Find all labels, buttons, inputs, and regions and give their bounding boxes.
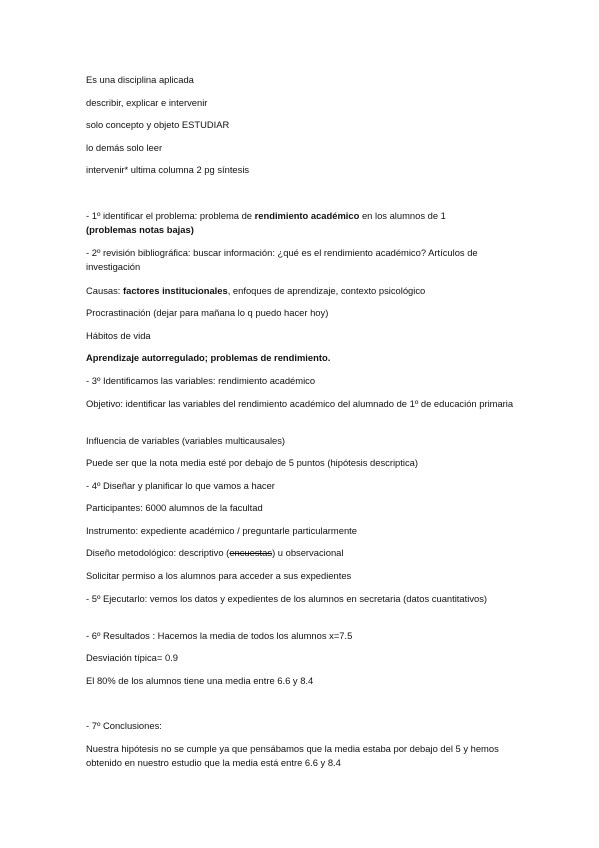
causes-text-c: , enfoques de aprendizaje, contexto psicológico [227,285,426,296]
step-1-text-a: - 1º identificar el problema: problema de [86,210,255,221]
line-influencia: Influencia de variables (variables multicausales) [86,435,286,446]
step-1-bold-term: rendimiento académico [254,210,360,221]
step-3-paragraph: - 3º Identificamos las variables: rendimiento académico [86,375,316,386]
line-hipotesis: Puede ser que la nota media esté por debajo de 5 puntos (hipótesis descriptica) [86,457,418,468]
design-text-a: Diseño metodológico: descriptivo ( [86,547,230,558]
step-1-paragraph [86,209,516,237]
design-text-c: ) u observacional [272,547,344,558]
step-1-bold-note: (problemas notas bajas) [86,224,194,235]
conclusion-paragraph: Nuestra hipótesis no se cumple ya que pensábamos que la media estaba por debajo del 5 y hemos obtenido en nuestro estudio que la media está entre 6.6 y 8.4 [86,743,499,768]
step-2-paragraph: - 2º revisión bibliográfica: buscar información: ¿qué es el rendimiento académico? Artículos de investigación [86,247,478,272]
step-1-text-c: en los alumnos de 1 [359,210,446,221]
line-aprendizaje: Aprendizaje autorregulado; problemas de rendimiento. [86,352,331,363]
step-4-paragraph: - 4º Diseñar y planificar lo que vamos a hacer [86,480,275,491]
line-porcentaje: El 80% de los alumnos tiene una media entre 6.6 y 8.4 [86,675,314,686]
step-5-paragraph: - 5º Ejecutarlo: vemos los datos y expedientes de los alumnos en secretaria (datos cuantitativos) [86,593,488,604]
line-desviacion: Desviación típica= 0.9 [86,652,178,663]
design-paragraph [86,546,516,560]
causes-bold-term: factores institucionales [123,285,228,296]
line-describir: describir, explicar e intervenir [86,97,208,108]
step-6-paragraph: - 6º Resultados : Hacemos la media de todos los alumnos x=7.5 [86,630,353,641]
line-permiso: Solicitar permiso a los alumnos para acceder a sus expedientes [86,570,352,581]
design-strike-term: encuestas [229,547,273,558]
line-concepto: solo concepto y objeto ESTUDIAR [86,119,230,130]
line-intervenir: intervenir* ultima columna 2 pg síntesis [86,164,250,175]
causes-text-a: Causas: [86,285,123,296]
causes-paragraph [86,284,516,298]
step-7-heading: - 7º Conclusiones: [86,720,162,731]
line-habitos: Hábitos de vida [86,330,151,341]
line-disciplina: Es una disciplina aplicada [86,74,194,85]
line-participantes: Participantes: 6000 alumnos de la facultad [86,502,263,513]
line-procrastinacion: Procrastinación (dejar para mañana lo q puedo hacer hoy) [86,307,329,318]
line-instrumento: Instrumento: expediente académico / preguntarle particularmente [86,525,357,536]
line-leer: lo demás solo leer [86,142,163,153]
objective-paragraph: Objetivo: identificar las variables del rendimiento académico del alumnado de 1º de educación primaria [86,398,514,409]
